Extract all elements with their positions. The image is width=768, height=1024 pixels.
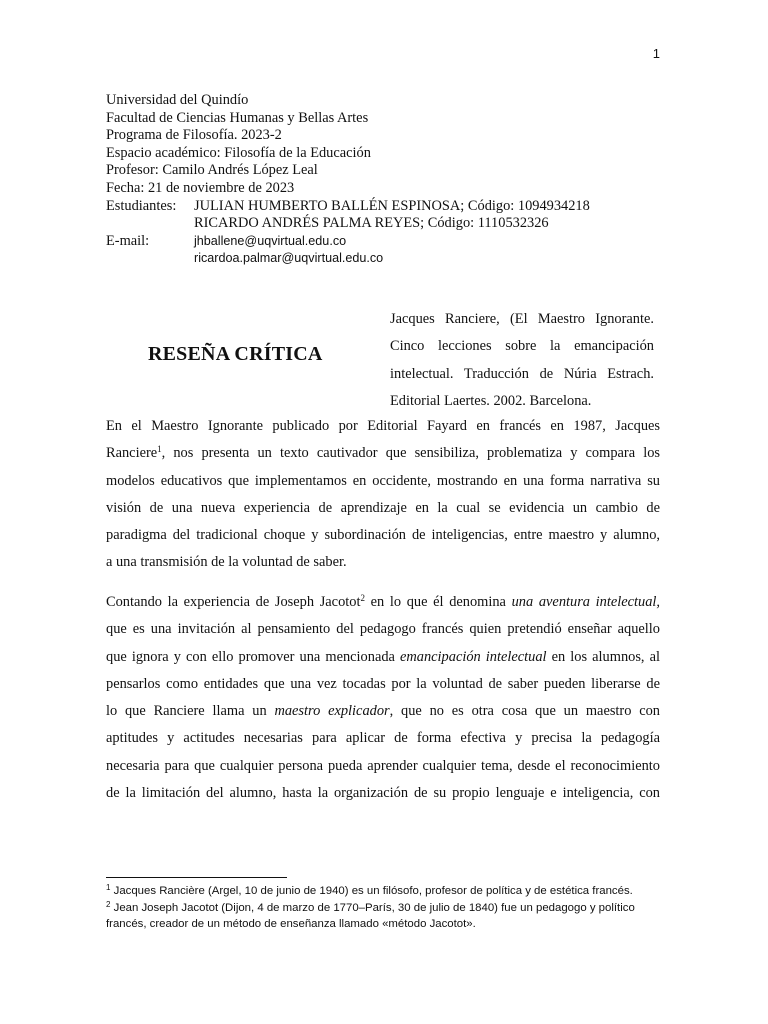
footnotes	[106, 883, 666, 933]
book-reference	[390, 306, 654, 415]
document-header	[106, 92, 666, 268]
text-run: Contando la experiencia de Joseph Jacotot	[106, 594, 361, 610]
page-number: 1	[652, 46, 660, 61]
italic-phrase: maestro explicador	[274, 703, 390, 720]
footnote-text: Jacques Rancière (Argel, 10 de junio de 1940) es un filósofo, profesor de política y de estética francés.	[110, 885, 633, 897]
students-row	[106, 198, 666, 216]
footnote-number: 2	[106, 899, 111, 909]
email-row-2	[106, 250, 666, 268]
university-line: Universidad del Quindío	[106, 92, 249, 108]
footnote-separator	[106, 877, 287, 878]
paragraph-line: paradigma del tradicional choque y subordinación de inteligencias, entre maestro y alumno,	[106, 527, 660, 544]
footnote-mark-2: 2	[360, 593, 365, 603]
document-title: RESEÑA CRÍTICA	[148, 343, 323, 365]
email-2: ricardoa.palmar@uqvirtual.edu.co	[194, 251, 384, 266]
italic-phrase: emancipación intelectual	[400, 648, 547, 665]
students-label: Estudiantes:	[106, 197, 177, 214]
text-run: Ranciere	[106, 445, 158, 462]
footnote-1	[106, 883, 666, 900]
paragraph-1	[106, 413, 660, 577]
paragraph-line: aptitudes y actitudes necesarias para aplicar de forma efectiva y precisa la pedagogía	[106, 730, 660, 747]
program-line: Programa de Filosofía. 2023-2	[106, 127, 282, 144]
text-run: , que no es otra cosa que un maestro con	[389, 703, 660, 720]
paragraph-line	[106, 440, 660, 467]
text-run: lo que Ranciere llama un	[106, 703, 275, 720]
reference-line: intelectual. Traducción de Núria Estrach.	[390, 365, 654, 382]
paragraph-line: de la limitación del alumno, hasta la organización de su propio lenguaje e inteligencia, con	[106, 785, 660, 802]
text-run: en lo que él denomina	[364, 594, 512, 610]
paragraph-line: necesaria para que cualquier persona pueda aprender cualquier tema, desde el reconocimiento	[106, 757, 660, 774]
date-line: Fecha: 21 de noviembre de 2023	[106, 179, 295, 196]
footnote-text: Jean Joseph Jacotot (Dijon, 4 de marzo de 1770–París, 30 de julio de 1840) fue un pedagogo y político	[110, 901, 635, 914]
email-label: E-mail:	[106, 232, 150, 249]
paragraph-line	[106, 644, 660, 671]
footnote-2	[106, 900, 666, 917]
italic-phrase: una aventura intelectual,	[511, 594, 660, 610]
email-1: jhballene@uqvirtual.edu.co	[194, 233, 347, 248]
student-1: JULIAN HUMBERTO BALLÉN ESPINOSA; Código: 1094934218	[194, 197, 590, 214]
paragraph-line: a una transmisión de la voluntad de saber.	[106, 554, 347, 571]
reference-line: Editorial Laertes. 2002. Barcelona.	[390, 392, 592, 409]
text-run: que ignora y con ello promover una mencionada	[106, 648, 400, 665]
paragraph-line	[106, 698, 660, 725]
faculty-line: Facultad de Ciencias Humanas y Bellas Artes	[106, 109, 369, 126]
paragraph-line: En el Maestro Ignorante publicado por Editorial Fayard en francés en 1987, Jacques	[106, 418, 660, 434]
students-row-2	[106, 215, 666, 233]
professor-line: Profesor: Camilo Andrés López Leal	[106, 162, 318, 179]
paragraph-line: que es una invitación al pensamiento del pedagogo francés quien pretendió enseñar aquello	[106, 621, 660, 638]
paragraph-line: pensarlos como entidades que una vez tocadas por la voluntad de saber pueden liberarse de	[106, 675, 660, 692]
text-run: en los alumnos, al	[546, 648, 660, 665]
reference-line: Jacques Ranciere, (El Maestro Ignorante.	[390, 311, 654, 327]
footnote-2-continued: francés, creador de un método de enseñanza llamado «método Jacotot».	[106, 918, 476, 930]
text-run: , nos presenta un texto cautivador que sensibiliza, problematiza y compara los	[161, 445, 660, 462]
paragraph-2	[106, 589, 660, 807]
paragraph-line	[106, 589, 660, 616]
paragraph-line: visión de una nueva experiencia de aprendizaje en la cual se evidencia un cambio de	[106, 499, 660, 516]
paragraph-line: modelos educativos que implementamos en occidente, mostrando en una forma narrativa su	[106, 472, 660, 489]
student-2: RICARDO ANDRÉS PALMA REYES; Código: 1110532326	[194, 215, 549, 232]
reference-line: Cinco lecciones sobre la emancipación	[390, 338, 654, 355]
academic-space-line: Espacio académico: Filosofía de la Educación	[106, 144, 371, 161]
footnote-number: 1	[106, 883, 111, 892]
footnote-mark-1: 1	[157, 444, 162, 455]
email-row	[106, 233, 666, 251]
